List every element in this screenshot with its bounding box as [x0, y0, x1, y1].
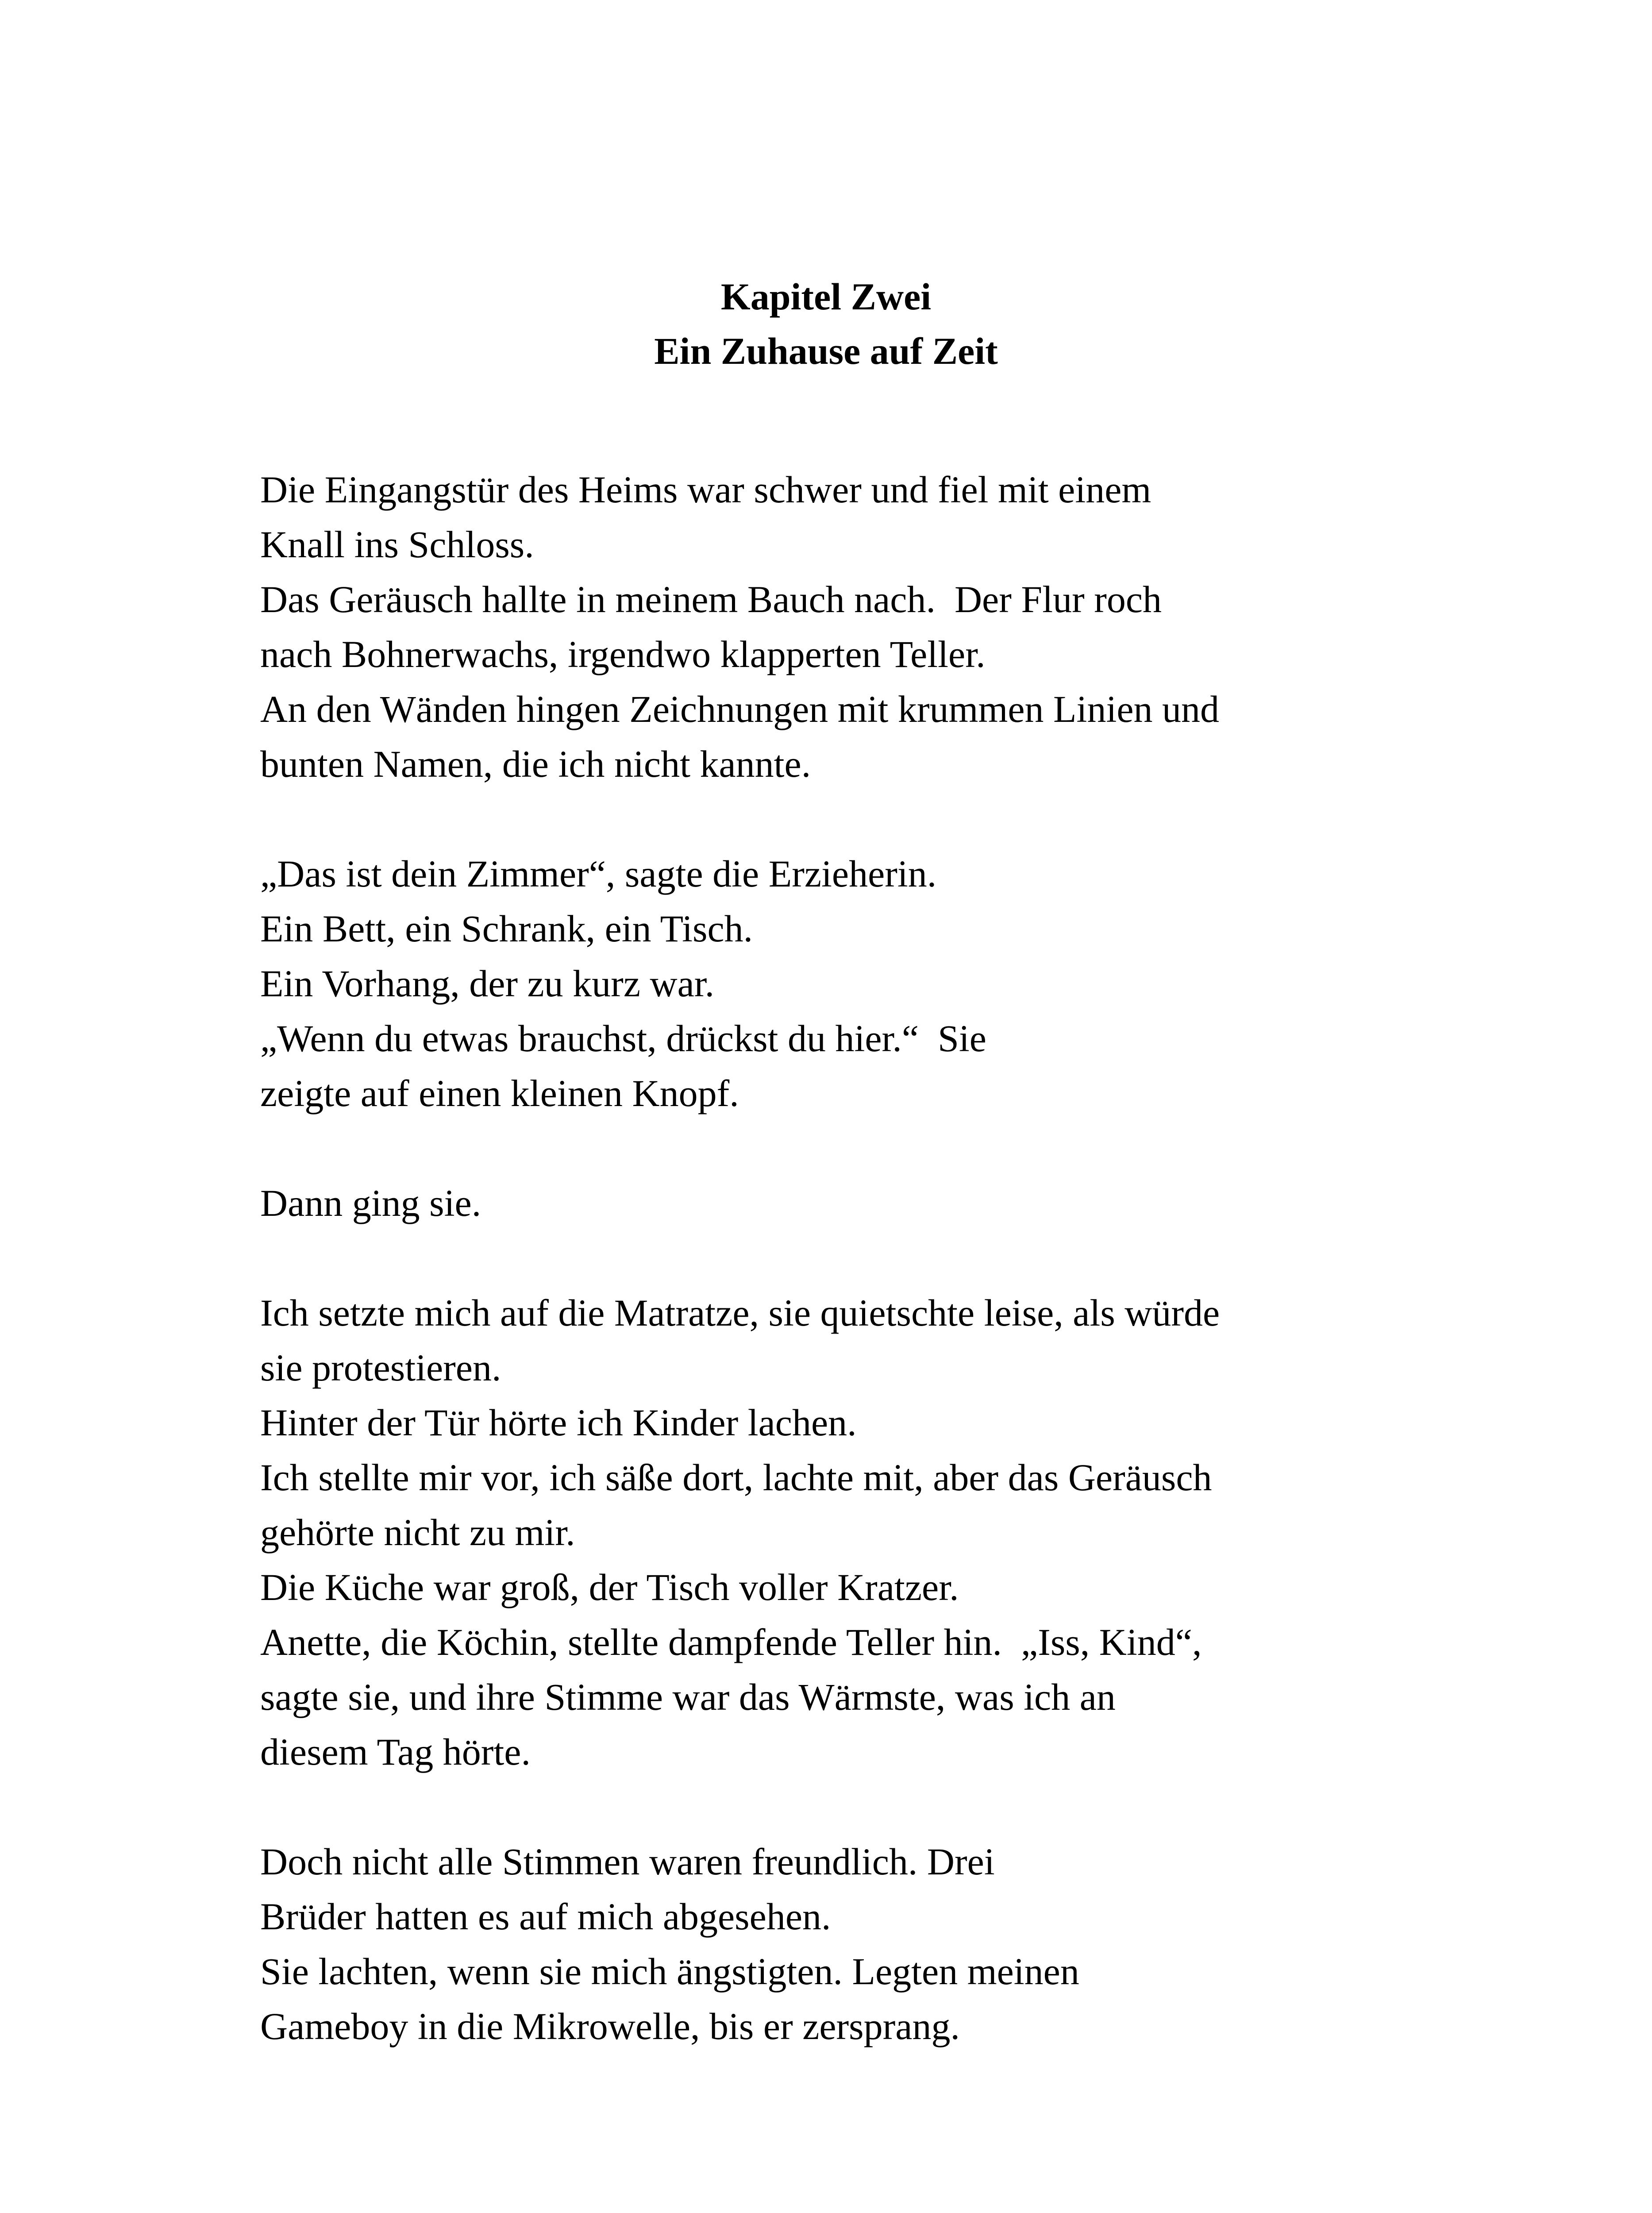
text-line: sie protestieren. [260, 1346, 501, 1389]
text-line: „Das ist dein Zimmer“, sagte die Erzieherin. [260, 852, 937, 895]
paragraph [260, 1834, 1455, 2054]
text-line: An den Wänden hingen Zeichnungen mit krummen Linien und [260, 688, 1220, 730]
text-line: Ich setzte mich auf die Matratze, sie quietschte leise, als würde [260, 1292, 1220, 1334]
paragraph-gap [260, 1230, 1455, 1285]
text-line: Sie lachten, wenn sie mich ängstigten. Legten meinen [260, 1950, 1079, 1993]
text-line: Die Küche war groß, der Tisch voller Kratzer. [260, 1566, 959, 1608]
paragraph [260, 1176, 1455, 1230]
chapter-body [260, 462, 1455, 2054]
text-line: Hinter der Tür hörte ich Kinder lachen. [260, 1401, 857, 1444]
paragraph [260, 1285, 1455, 1779]
text-line: zeigte auf einen kleinen Knopf. [260, 1072, 739, 1114]
text-line: Ein Bett, ein Schrank, ein Tisch. [260, 907, 753, 950]
text-line: Anette, die Köchin, stellte dampfende Teller hin. „Iss, Kind“, [260, 1621, 1202, 1663]
text-line: Ich stellte mir vor, ich säße dort, lachte mit, aber das Geräusch [260, 1456, 1212, 1499]
paragraph [260, 462, 1455, 791]
text-line: „Wenn du etwas brauchst, drückst du hier.“ Sie [260, 1017, 986, 1060]
text-line: Das Geräusch hallte in meinem Bauch nach. Der Flur roch [260, 578, 1162, 621]
text-line: nach Bohnerwachs, irgendwo klapperten Teller. [260, 633, 986, 675]
text-line: bunten Namen, die ich nicht kannte. [260, 743, 811, 785]
paragraph-gap [260, 1779, 1455, 1834]
paragraph-gap [260, 791, 1455, 846]
paragraph-gap [260, 1121, 1455, 1176]
text-line: Gameboy in die Mikrowelle, bis er zersprang. [260, 2005, 960, 2047]
text-line: Doch nicht alle Stimmen waren freundlich. Drei [260, 1840, 995, 1883]
paragraph [260, 846, 1455, 1121]
text-line: Knall ins Schloss. [260, 523, 534, 566]
text-line: gehörte nicht zu mir. [260, 1511, 575, 1554]
text-line: Dann ging sie. [260, 1182, 481, 1224]
text-line: diesem Tag hörte. [260, 1731, 531, 1773]
text-line: Die Eingangstür des Heims war schwer und fiel mit einem [260, 468, 1151, 511]
text-line: Brüder hatten es auf mich abgesehen. [260, 1895, 831, 1938]
text-line: Ein Vorhang, der zu kurz war. [260, 962, 715, 1005]
chapter-subtitle: Ein Zuhause auf Zeit [654, 330, 998, 372]
text-line: sagte sie, und ihre Stimme war das Wärmste, was ich an [260, 1676, 1116, 1718]
chapter-number-title: Kapitel Zwei [720, 275, 932, 318]
